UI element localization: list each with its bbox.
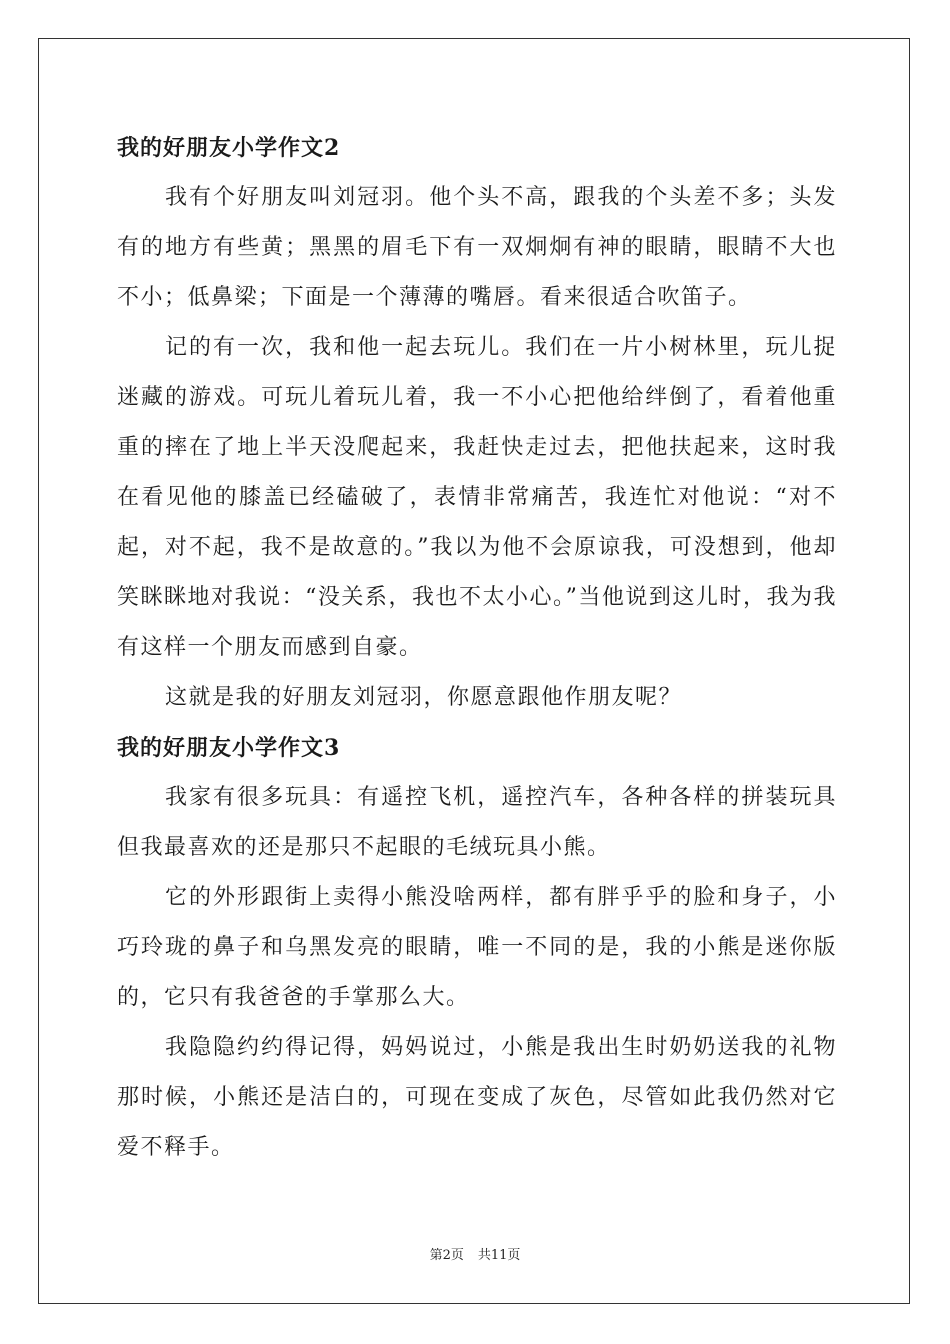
page-total: 共11页 [477,1248,521,1263]
paragraph: 记的有一次，我和他一起去玩儿。我们在一片小树林里，玩儿捉迷藏的游戏。可玩儿着玩儿着，我一不小心把他给绊倒了，看着他重重的摔在了地上半天没爬起来，我赶快走过去，把他扶起来，这时我在看见他的膝盖已经磕破了，表情非常痛苦，我连忙对他说：“对不起，对不起，我不是故意的。”我以为他不会原谅我，可没想到，他却笑眯眯地对我说：“没关系，我也不太小心。”当他说到这儿时，我为我有这样一个朋友而感到自豪。 [117,335,837,660]
page-footer [0,1244,950,1263]
section-heading: 我的好朋友小学作文2 [117,135,341,161]
paragraph: 它的外形跟街上卖得小熊没啥两样，都有胖乎乎的脸和身子，小巧玲珑的鼻子和乌黑发亮的眼睛，唯一不同的是，我的小熊是迷你版的，它只有我爸爸的手掌那么大。 [117,885,837,1010]
section-heading: 我的好朋友小学作文3 [117,735,341,761]
document-body [117,123,837,1173]
paragraph: 我隐隐约约得记得，妈妈说过，小熊是我出生时奶奶送我的礼物那时候，小熊还是洁白的，可现在变成了灰色，尽管如此我仍然对它爱不释手。 [117,1035,837,1160]
page-number: 第2页 [429,1248,464,1263]
paragraph: 这就是我的好朋友刘冠羽，你愿意跟他作朋友呢？ [165,685,683,710]
paragraph: 我家有很多玩具：有遥控飞机，遥控汽车，各种各样的拼装玩具但我最喜欢的还是那只不起眼的毛绒玩具小熊。 [117,785,837,860]
paragraph: 我有个好朋友叫刘冠羽。他个头不高，跟我的个头差不多；头发有的地方有些黄；黑黑的眉毛下有一双炯炯有神的眼睛，眼睛不大也不小；低鼻梁；下面是一个薄薄的嘴唇。看来很适合吹笛子。 [117,185,837,310]
